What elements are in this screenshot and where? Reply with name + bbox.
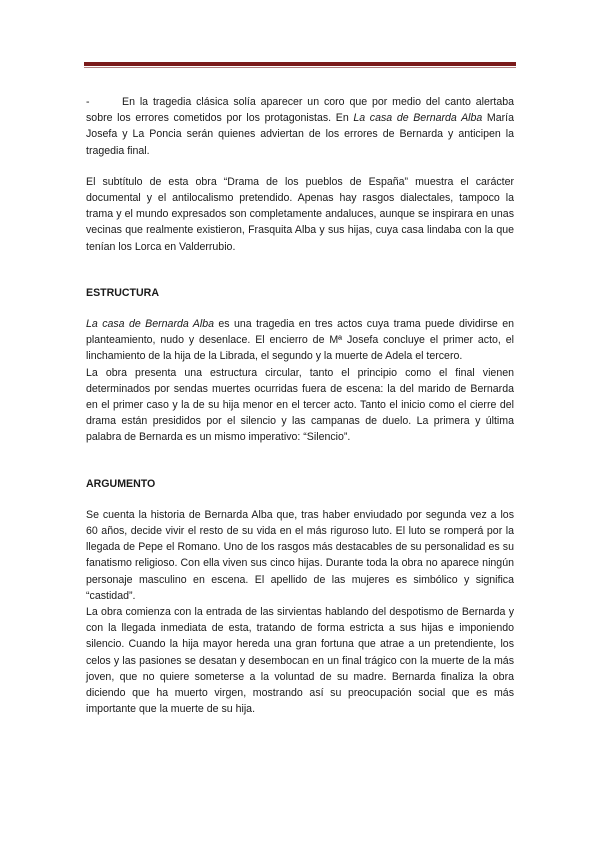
work-title: La casa de Bernarda Alba xyxy=(353,112,483,125)
intro-text-a: En la tragedia clásica solía aparecer un coro que por medio del canto alertaba sobre los errores cometidos por los protagonistas. En xyxy=(86,96,514,125)
estructura-paragraph-1 xyxy=(86,316,514,365)
estructura-paragraph-2: La obra presenta una estructura circular, tanto el principio como el final vienen determinados por sendas muertes ocurridas fuera de escena: la del marido de Bernarda en el primer caso y la de su hija menor en el tercer acto. Tanto el inicio como el cierre del drama están presididos por el silencio y las campanas de duelo. La primera y última palabra de Bernarda es un mismo imperativo: “Silencio”. xyxy=(86,366,514,444)
document-body xyxy=(86,94,514,718)
intro-paragraph-1 xyxy=(86,94,514,159)
section-heading-argumento: ARGUMENTO xyxy=(86,477,156,490)
section-heading-estructura: ESTRUCTURA xyxy=(86,286,159,299)
argumento-paragraph-1: Se cuenta la historia de Bernarda Alba que, tras haber enviudado por segunda vez a los 60 años, decide vivir el resto de su vida en el más riguroso luto. El luto se romperá por la llegada de Pepe el Romano. Uno de los rasgos más destacables de su personalidad es su fanatismo religioso. Con ella viven sus cinco hijas. Durante toda la obra no aparece ningún personaje masculino en escena. El apellido de las mujeres es simbólico y significa “castidad”. xyxy=(86,508,514,602)
argumento-paragraph-2: La obra comienza con la entrada de las sirvientas hablando del despotismo de Bernarda y con la llegada inmediata de esta, tratando de forma estricta a sus hijas e imponiendo silencio. Cuando la hija mayor hereda una gran fortuna que atrae a un pretendiente, los celos y las pasiones se desatan y desembocan en un final trágico con la muerte de la más joven, que no quiere someterse a la voluntad de su madre. Bernarda finaliza la obra diciendo que ha muerto virgen, mostrando así su preocupación social que es más importante que la muerte de su hija. xyxy=(86,606,514,716)
work-title: La casa de Bernarda Alba xyxy=(86,318,214,331)
estructura-text-a: es una tragedia en tres actos cuya trama puede dividirse en planteamiento, nudo y desenlace. El encierro de Mª Josefa concluye el primer acto, el linchamiento de la hija de la Librada, el segundo y la muerte de Adela el tercero. xyxy=(86,318,515,363)
intro-paragraph-2: El subtítulo de esta obra “Drama de los pueblos de España” muestra el carácter documental y el antilocalismo pretendido. Apenas hay rasgos dialectales, tampoco la trama y el mundo expresados son completamente andaluces, aunque se inspirara en unas vecinas que realmente existieron, Frasquita Alba y sus hijas, cuya casa lindaba con la que tenían los Lorca en Valderrubio. xyxy=(86,175,514,253)
list-dash: - xyxy=(86,96,90,108)
header-rule xyxy=(84,62,516,66)
intro-text-b: María Josefa y La Poncia serán quienes adviertan de los errores de Bernarda y anticipen la tragedia final. xyxy=(86,112,515,157)
